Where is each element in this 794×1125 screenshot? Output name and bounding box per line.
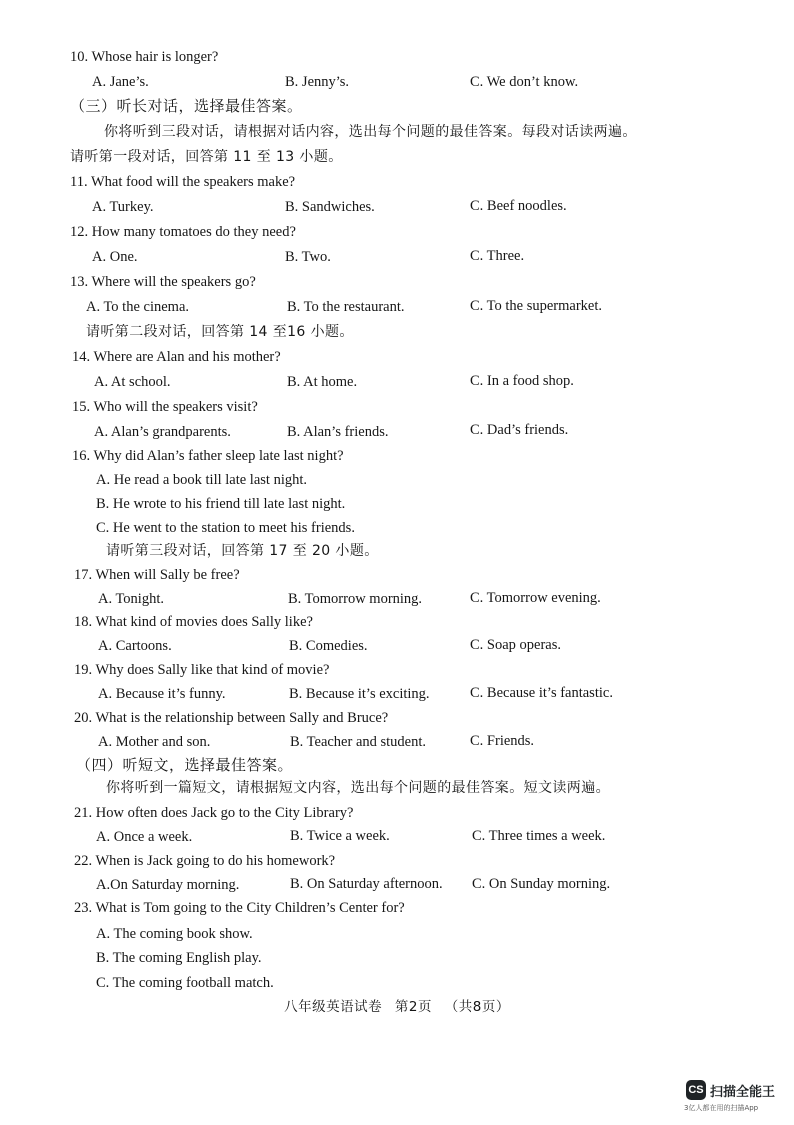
q14-option-c: C. In a food shop. xyxy=(470,373,574,389)
q12-option-a: A. One. xyxy=(92,249,138,265)
q14-option-b: B. At home. xyxy=(287,374,358,390)
q20-stem: 20. What is the relationship between Sally and Bruce? xyxy=(74,710,389,726)
footer-page-total: （共8页） xyxy=(444,999,510,1015)
dialogue2-intro: 请听第二段对话，回答第 14 至16 小题。 xyxy=(86,324,354,340)
q12-stem: 12. How many tomatoes do they need? xyxy=(70,224,296,240)
q11-option-a: A. Turkey. xyxy=(92,199,154,215)
q11-stem: 11. What food will the speakers make? xyxy=(70,174,296,190)
q13-option-a: A. To the cinema. xyxy=(86,299,190,315)
q23-option-a: A. The coming book show. xyxy=(96,926,253,942)
section3-instruction: 你将听到三段对话，请根据对话内容，选出每个问题的最佳答案。每段对话读两遍。 xyxy=(104,124,637,140)
q10-option-a: A. Jane’s. xyxy=(92,74,149,90)
q13-option-c: C. To the supermarket. xyxy=(470,298,603,314)
q16-option-b: B. He wrote to his friend till late last night. xyxy=(96,496,346,512)
q20-option-c: C. Friends. xyxy=(470,733,535,749)
q15-stem: 15. Who will the speakers visit? xyxy=(72,399,258,415)
q19-option-a: A. Because it’s funny. xyxy=(98,686,226,702)
q11-option-c: C. Beef noodles. xyxy=(470,198,567,214)
q19-option-c: C. Because it’s fantastic. xyxy=(470,685,613,701)
q12-option-b: B. Two. xyxy=(285,249,331,265)
q19-stem: 19. Why does Sally like that kind of movie? xyxy=(74,662,330,678)
q23-option-b: B. The coming English play. xyxy=(96,950,262,966)
q19-option-b: B. Because it’s exciting. xyxy=(289,686,430,702)
q15-option-c: C. Dad’s friends. xyxy=(470,422,569,438)
q22-stem: 22. When is Jack going to do his homework? xyxy=(74,853,336,869)
scanner-tagline: 3亿人都在用的扫描App xyxy=(684,1104,759,1112)
q15-option-a: A. Alan’s grandparents. xyxy=(94,424,231,440)
q16-option-c: C. He went to the station to meet his friends. xyxy=(96,520,355,536)
footer-page-number: 第2页 xyxy=(394,999,432,1015)
scanner-watermark xyxy=(684,1080,794,1120)
footer-exam-title: 八年级英语试卷 xyxy=(284,999,383,1015)
q20-option-b: B. Teacher and student. xyxy=(290,734,427,750)
q17-option-a: A. Tonight. xyxy=(98,591,164,607)
q17-option-b: B. Tomorrow morning. xyxy=(288,591,423,607)
q17-stem: 17. When will Sally be free? xyxy=(74,567,240,583)
q20-option-a: A. Mother and son. xyxy=(98,734,211,750)
q13-option-b: B. To the restaurant. xyxy=(287,299,405,315)
scanner-app-name: 扫描全能王 xyxy=(710,1085,776,1100)
section4-title: （四）听短文，选择最佳答案。 xyxy=(76,756,294,774)
q14-stem: 14. Where are Alan and his mother? xyxy=(72,349,281,365)
page-footer xyxy=(0,995,794,1015)
q15-option-b: B. Alan’s friends. xyxy=(287,424,389,440)
q23-stem: 23. What is Tom going to the City Children’s Center for? xyxy=(74,900,405,916)
camscanner-logo-icon: CS xyxy=(686,1080,706,1100)
q16-stem: 16. Why did Alan’s father sleep late last night? xyxy=(72,448,344,464)
q18-option-b: B. Comedies. xyxy=(289,638,368,654)
q13-stem: 13. Where will the speakers go? xyxy=(70,274,256,290)
q14-option-a: A. At school. xyxy=(94,374,171,390)
q22-option-c: C. On Sunday morning. xyxy=(472,876,611,892)
section3-title: （三）听长对话，选择最佳答案。 xyxy=(70,97,303,115)
q12-option-c: C. Three. xyxy=(470,248,525,264)
q21-stem: 21. How often does Jack go to the City Library? xyxy=(74,805,354,821)
section4-instruction: 你将听到一篇短文，请根据短文内容，选出每个问题的最佳答案。短文读两遍。 xyxy=(106,780,610,796)
q16-option-a: A. He read a book till late last night. xyxy=(96,472,308,488)
q11-option-b: B. Sandwiches. xyxy=(285,199,375,215)
q18-option-c: C. Soap operas. xyxy=(470,637,562,653)
q10-option-b: B. Jenny’s. xyxy=(285,74,350,90)
dialogue1-intro: 请听第一段对话，回答第 11 至 13 小题。 xyxy=(70,149,343,165)
q17-option-c: C. Tomorrow evening. xyxy=(470,590,601,606)
q22-option-a: A.On Saturday morning. xyxy=(96,877,240,893)
q21-option-a: A. Once a week. xyxy=(96,829,193,845)
q23-option-c: C. The coming football match. xyxy=(96,975,274,991)
q21-option-c: C. Three times a week. xyxy=(472,828,606,844)
q18-stem: 18. What kind of movies does Sally like? xyxy=(74,614,313,630)
q10-stem: 10. Whose hair is longer? xyxy=(70,49,219,65)
q22-option-b: B. On Saturday afternoon. xyxy=(290,876,443,892)
q18-option-a: A. Cartoons. xyxy=(98,638,172,654)
q21-option-b: B. Twice a week. xyxy=(290,828,390,844)
q10-option-c: C. We don’t know. xyxy=(470,74,579,90)
dialogue3-intro: 请听第三段对话，回答第 17 至 20 小题。 xyxy=(106,543,379,559)
